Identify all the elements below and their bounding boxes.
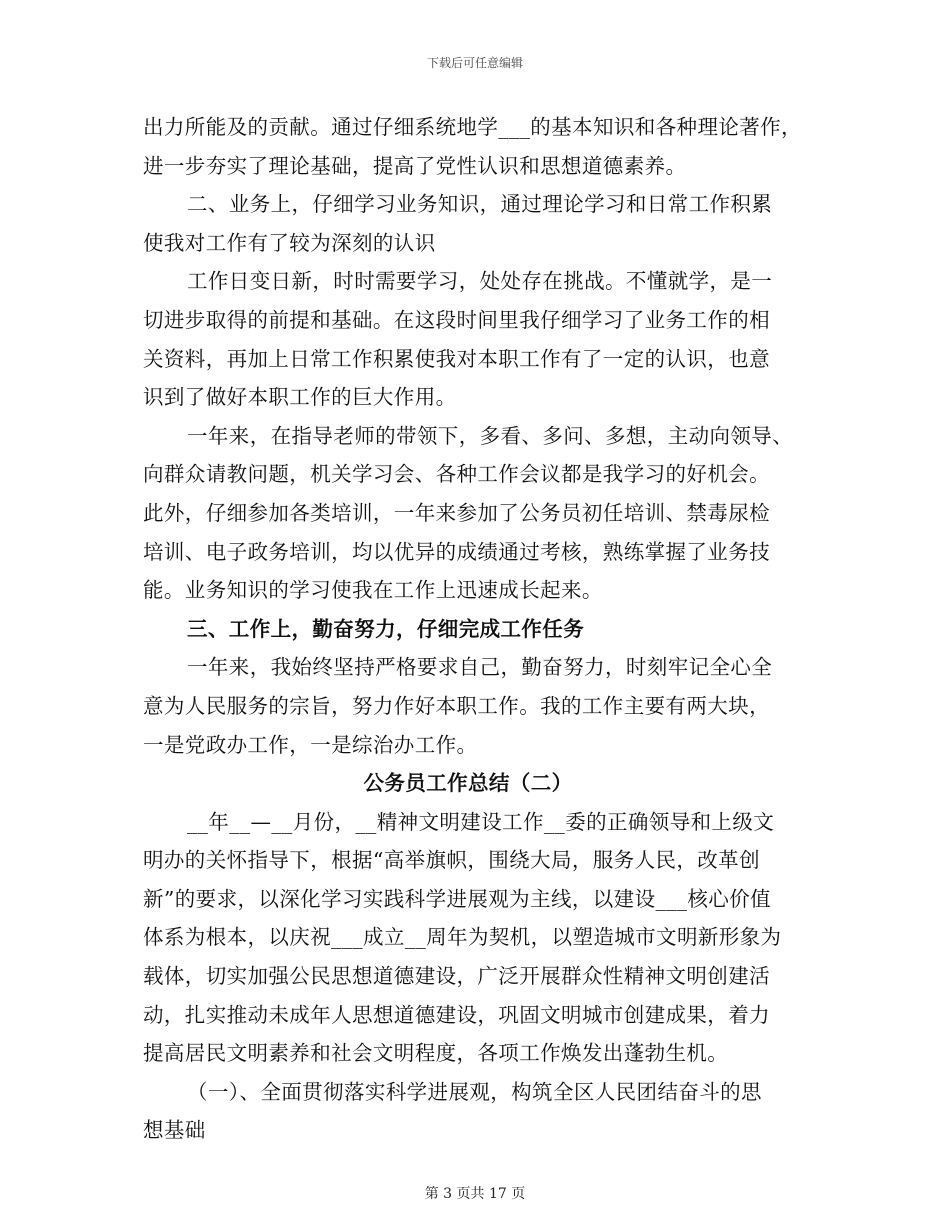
page-footer: 第 3 页共 17 页 bbox=[424, 1186, 526, 1202]
text-line: 一是党政办工作，一是综治办工作。 bbox=[143, 732, 478, 757]
text-line: 提高居民文明素养和社会文明程度，各项工作焕发出蓬勃生机。 bbox=[143, 1041, 729, 1066]
text-line: 识到了做好本职工作的巨大作用。 bbox=[143, 385, 457, 410]
text-line: 切进步取得的前提和基础。在这段时间里我仔细学习了业务工作的相 bbox=[143, 307, 770, 332]
text-line: 一年来，在指导老师的带领下，多看、多问、多想，主动向领导、 bbox=[187, 423, 794, 448]
text-line: 动，扎实推动未成年人思想道德建设，巩固文明城市创建成果，着力 bbox=[143, 1002, 770, 1027]
text-line: 二、业务上，仔细学习业务知识，通过理论学习和日常工作积累 bbox=[187, 192, 773, 217]
text-line: 培训、电子政务培训，均以优异的成绩通过考核，熟练掌握了业务技 bbox=[143, 539, 770, 564]
text-line: 出力所能及的贡献。通过仔细系统地学___的基本知识和各种理论著作， bbox=[143, 115, 802, 139]
text-line: 此外，仔细参加各类培训，一年来参加了公务员初任培训、禁毒尿检 bbox=[143, 500, 770, 525]
text-line: 体系为根本，以庆祝___成立__周年为契机，以塑造城市文明新形象为 bbox=[143, 925, 782, 950]
text-line: __年__—__月份，__精神文明建设工作__委的正确领导和上级文 bbox=[187, 809, 775, 834]
text-line: 一年来，我始终坚持严格要求自己，勤奋努力，时刻牢记全心全 bbox=[187, 655, 773, 680]
text-line: 关资料，再加上日常工作积累使我对本职工作有了一定的认识，也意 bbox=[143, 346, 770, 371]
text-line: 使我对工作有了较为深刻的认识 bbox=[143, 230, 436, 255]
text-line: 载体，切实加强公民思想道德建设，广泛开展群众性精神文明创建活 bbox=[143, 964, 770, 989]
section-title: 公务员工作总结（二） bbox=[363, 771, 573, 796]
text-line: 能。业务知识的学习使我在工作上迅速成长起来。 bbox=[143, 578, 603, 603]
text-line: 新”的要求，以深化学习实践科学进展观为主线，以建设___核心价值 bbox=[143, 886, 772, 911]
document-body bbox=[143, 108, 813, 1150]
text-line: （一）、全面贯彻落实科学进展观，构筑全区人民团结奋斗的思 bbox=[187, 1079, 762, 1104]
section-heading-line: 三、工作上，勤奋努力，仔细完成工作任务 bbox=[187, 616, 585, 641]
text-line: 想基础 bbox=[143, 1118, 206, 1143]
text-line: 意为人民服务的宗旨，努力作好本职工作。我的工作主要有两大块， bbox=[143, 693, 770, 718]
text-line: 工作日变日新，时时需要学习，处处存在挑战。不懂就学，是一 bbox=[187, 269, 773, 294]
text-line: 进一步夯实了理论基础，提高了党性认识和思想道德素养。 bbox=[143, 153, 687, 178]
page-header: 下载后可任意编辑 bbox=[426, 56, 523, 70]
text-line: 向群众请教问题，机关学习会、各种工作会议都是我学习的好机会。 bbox=[143, 462, 770, 487]
text-line: 明办的关怀指导下，根据“高举旗帜，围绕大局，服务人民，改革创 bbox=[143, 848, 760, 873]
